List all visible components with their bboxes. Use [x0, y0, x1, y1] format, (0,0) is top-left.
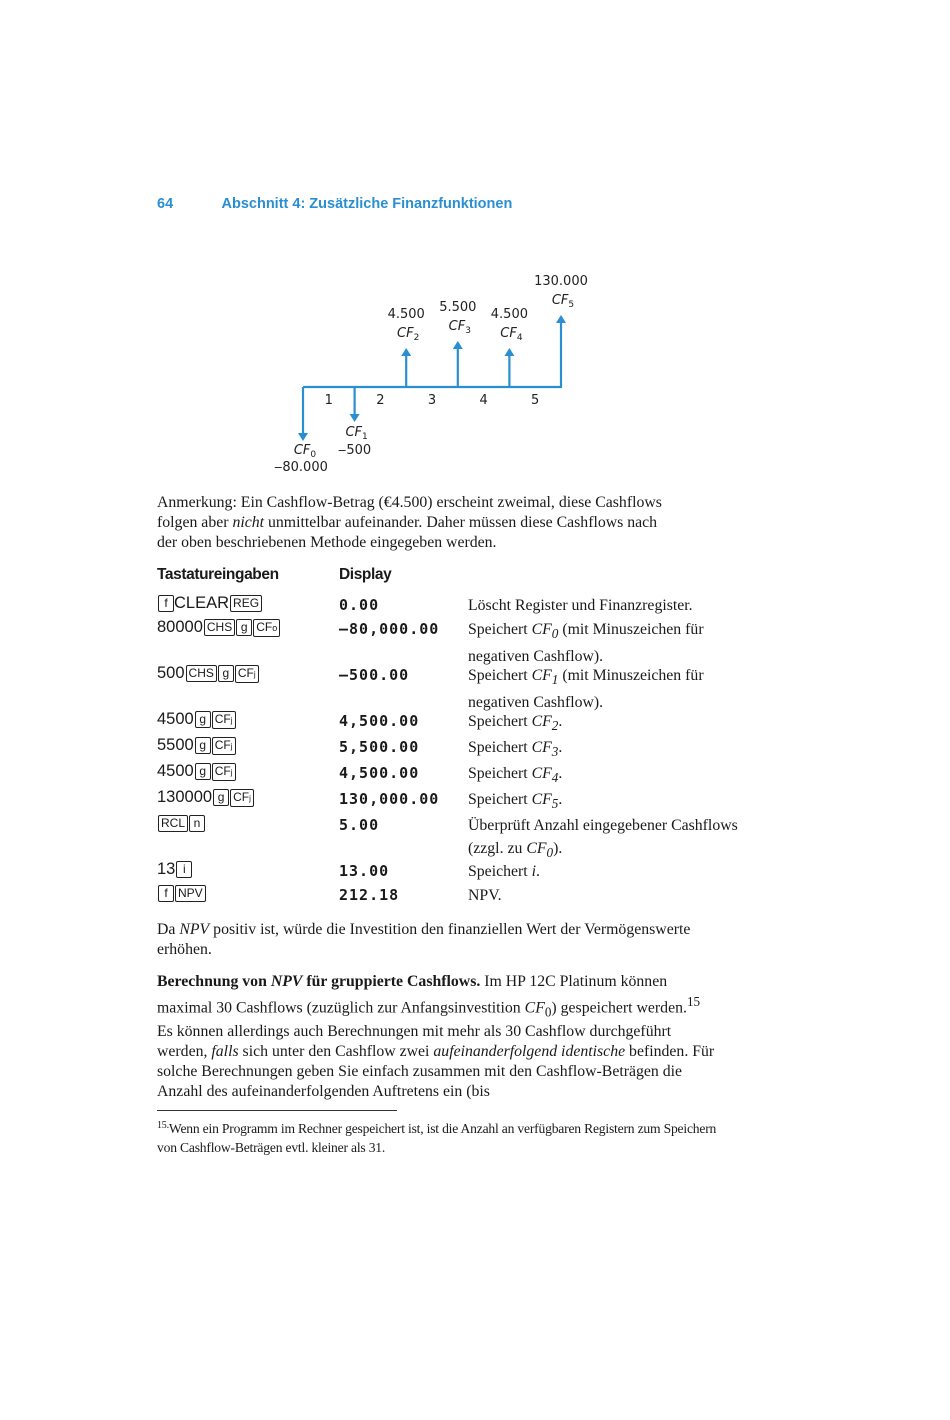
cashflow-amount: 4.500	[387, 307, 425, 322]
calc-key-reg[interactable]: REG	[230, 595, 262, 612]
period-label: 2	[376, 393, 385, 408]
display-value: ‒500.00	[339, 666, 410, 684]
calc-key-cfo[interactable]: CFo	[253, 619, 280, 637]
keystroke-description: Speichert $CF_3$.	[468, 739, 563, 760]
number-entry: 80000	[157, 618, 203, 636]
calc-key-n[interactable]: n	[189, 815, 205, 832]
keystroke-description: Speichert $CF_1$ (mit Minuszeichen für negativen Cashflow).	[468, 667, 704, 712]
calc-key-f[interactable]: f	[158, 595, 174, 612]
keystroke-sequence	[157, 664, 259, 683]
grouped-cashflows-paragraph: Berechnung von NPV für gruppierte Cashflows. Im HP 12C Platinum können maximal 30 Cashflows (zuzüglich zur Anfangsinvestition $CF_0$) gespeichert werden.$^{15}$ Es können allerdings auch Berechnungen mit mehr als 30 Cashflow durchgeführt werden, falls sich unter den Cashflow zwei aufeinanderfolgend identische befinden. Für solche Berechnungen geben Sie einfach zusammen mit den Cashflow-Beträgen die Anzahl des aufeinanderfolgenden Auftretens ein (bis	[157, 973, 715, 1101]
calc-key-g[interactable]: g	[195, 737, 211, 754]
cashflow-label: $CF_1$	[345, 425, 368, 442]
keystroke-sequence	[157, 860, 192, 879]
cashflow-label: $CF_4$	[500, 326, 523, 343]
display-value: 4,500.00	[339, 712, 420, 730]
column-header-keys: Tastatureingaben	[157, 566, 279, 583]
keystroke-sequence	[157, 710, 236, 729]
period-label: 3	[427, 393, 437, 408]
display-value: 212.18	[339, 886, 400, 904]
display-value: 13.00	[339, 862, 390, 880]
calc-key-cfj[interactable]: CFj	[212, 763, 236, 781]
cashflow-amount: ‒500	[338, 443, 372, 458]
shift-label: CLEAR	[174, 594, 230, 612]
cashflow-amount: 130.000	[534, 274, 588, 289]
keystroke-description: Speichert $CF_4$.	[468, 765, 563, 786]
calc-key-cfj[interactable]: CFj	[212, 711, 236, 729]
calc-key-chs[interactable]: CHS	[204, 619, 235, 636]
cashflow-label: $CF_5$	[551, 293, 575, 310]
footnote: $^{15.}$Wenn ein Programm im Rechner gespeichert ist, ist die Anzahl an verfügbaren Registern zum Speichern von Cashflow-Beträgen evtl. kleiner als 31.	[157, 1120, 717, 1155]
conclusion-paragraph: Da NPV positiv ist, würde die Investition den finanziellen Wert der Vermögenswerte erhöhen.	[157, 921, 691, 958]
number-entry: 500	[157, 664, 185, 682]
period-label: 1	[324, 393, 333, 408]
cashflow-diagram	[0, 0, 950, 490]
cashflow-amount: 4.500	[490, 307, 529, 322]
keystroke-sequence	[157, 594, 262, 613]
footnote-divider	[157, 1110, 397, 1111]
keystroke-sequence	[157, 788, 254, 807]
keystroke-sequence	[157, 736, 236, 755]
keystroke-description: Speichert $CF_2$.	[468, 713, 563, 734]
display-value: 5.00	[339, 816, 380, 834]
keystroke-sequence	[157, 762, 236, 781]
calc-key-f[interactable]: f	[158, 885, 174, 902]
number-entry: 4500	[157, 762, 194, 780]
section-title: Abschnitt 4: Zusätzliche Finanzfunktionen	[221, 196, 513, 212]
calc-key-g[interactable]: g	[195, 763, 211, 780]
keystroke-description: Überprüft Anzahl eingegebener Cashflows (zzgl. zu $CF_0$).	[468, 817, 738, 861]
calc-key-cfj[interactable]: CFj	[235, 665, 259, 683]
keystroke-sequence	[157, 814, 205, 833]
calc-key-cfj[interactable]: CFj	[212, 737, 236, 755]
keystroke-description: Speichert $CF_0$ (mit Minuszeichen für negativen Cashflow).	[468, 621, 704, 666]
keystroke-sequence	[157, 618, 280, 637]
display-value: ‒80,000.00	[339, 620, 440, 638]
calc-key-npv[interactable]: NPV	[175, 885, 206, 902]
keystroke-sequence	[157, 884, 206, 903]
calc-key-g[interactable]: g	[218, 665, 234, 682]
calc-key-cfj[interactable]: CFj	[230, 789, 254, 807]
display-value: 4,500.00	[339, 764, 420, 782]
cashflow-label: $CF_0$	[293, 443, 317, 460]
number-entry: 130000	[157, 788, 213, 806]
cashflow-label: $CF_2$	[397, 326, 420, 343]
keystroke-description: Speichert i.	[468, 863, 540, 880]
cashflow-label: $CF_3$	[448, 319, 471, 336]
calc-key-i[interactable]: i	[176, 861, 192, 878]
display-value: 5,500.00	[339, 738, 420, 756]
calc-key-rcl[interactable]: RCL	[158, 815, 188, 832]
keystroke-description: NPV.	[468, 887, 502, 904]
cashflow-amount: ‒80.000	[274, 460, 328, 475]
display-value: 130,000.00	[339, 790, 440, 808]
number-entry: 5500	[157, 736, 194, 754]
keystroke-description: Speichert $CF_5$.	[468, 791, 563, 812]
cashflow-amount: 5.500	[439, 300, 477, 315]
calc-key-g[interactable]: g	[213, 789, 229, 806]
calc-key-chs[interactable]: CHS	[186, 665, 217, 682]
number-entry: 13	[157, 860, 176, 878]
note-paragraph: Anmerkung: Ein Cashflow-Betrag (€4.500) erscheint zweimal, diese Cashflows folgen aber nicht unmittelbar aufeinander. Daher müssen diese Cashflows nach der oben beschriebenen Methode eingegeben werden.	[157, 494, 662, 551]
calc-key-g[interactable]: g	[195, 711, 211, 728]
number-entry: 4500	[157, 710, 194, 728]
display-value: 0.00	[339, 596, 380, 614]
keystroke-description: Löscht Register und Finanzregister.	[468, 597, 693, 614]
page-number: 64	[157, 196, 174, 212]
calc-key-g[interactable]: g	[236, 619, 252, 636]
column-header-display: Display	[339, 566, 392, 583]
footnote-reference[interactable]: 15	[686, 994, 701, 1009]
period-label: 5	[531, 393, 540, 408]
period-label: 4	[479, 393, 488, 408]
